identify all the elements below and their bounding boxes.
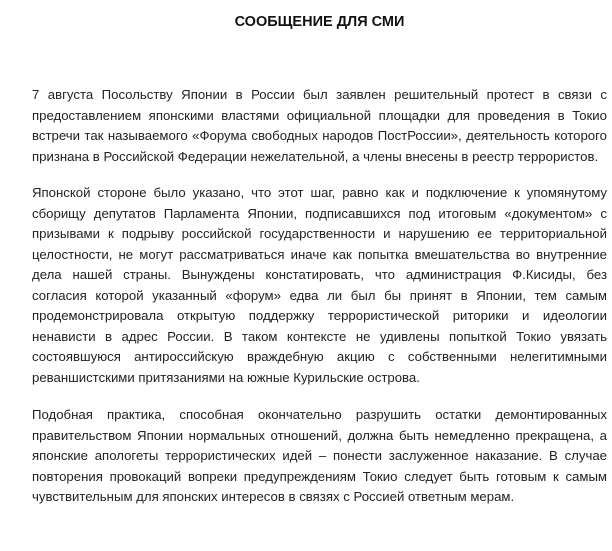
paragraph-2: Японской стороне было указано, что этот шаг, равно как и подключение к упомянутому сборищу депутатов Парламента Японии, подписавшихся под итоговым «документом» с призывами к подрыву российской государственности и нарушению ее территориальной целостности, не могут рассматриваться иначе как попытка вмешательства во внутренние дела нашей страны. Вынуждены констатировать, что администрация Ф.Кисиды, без согласия которой указанный «форум» едва ли был бы принят в Японии, тем самым продемонстрировала открытую поддержку террористической риторики и идеологии ненависти в адрес России. В таком контексте не удивлены попыткой Токио увязать состоявшуюся антироссийскую враждебную акцию с собственными нелегитимными реваншистскими притязаниями на южные Курильские острова. xyxy=(32,185,607,385)
paragraph-1: 7 августа Посольству Японии в России был заявлен решительный протест в связи с предоставлением японскими властями официальной площадки для проведения в Токио встречи так называемого «Форума свободных народов ПостРоссии», деятельность которого признана в Российской Федерации нежелательной, а члены внесены в реестр террористов. xyxy=(32,87,607,164)
paragraph-3: Подобная практика, способная окончательно разрушить остатки демонтированных правительством Японии нормальных отношений, должна быть немедленно прекращена, а японские апологеты террористических идей – понести заслуженное наказание. В случае повторения провокаций вопреки предупреждениям Токио следует быть готовым к самым чувствительным для японских интересов в связях с Россией ответным мерам. xyxy=(32,407,607,504)
document-title: СООБЩЕНИЕ ДЛЯ СМИ xyxy=(234,14,405,30)
press-release xyxy=(32,10,607,508)
